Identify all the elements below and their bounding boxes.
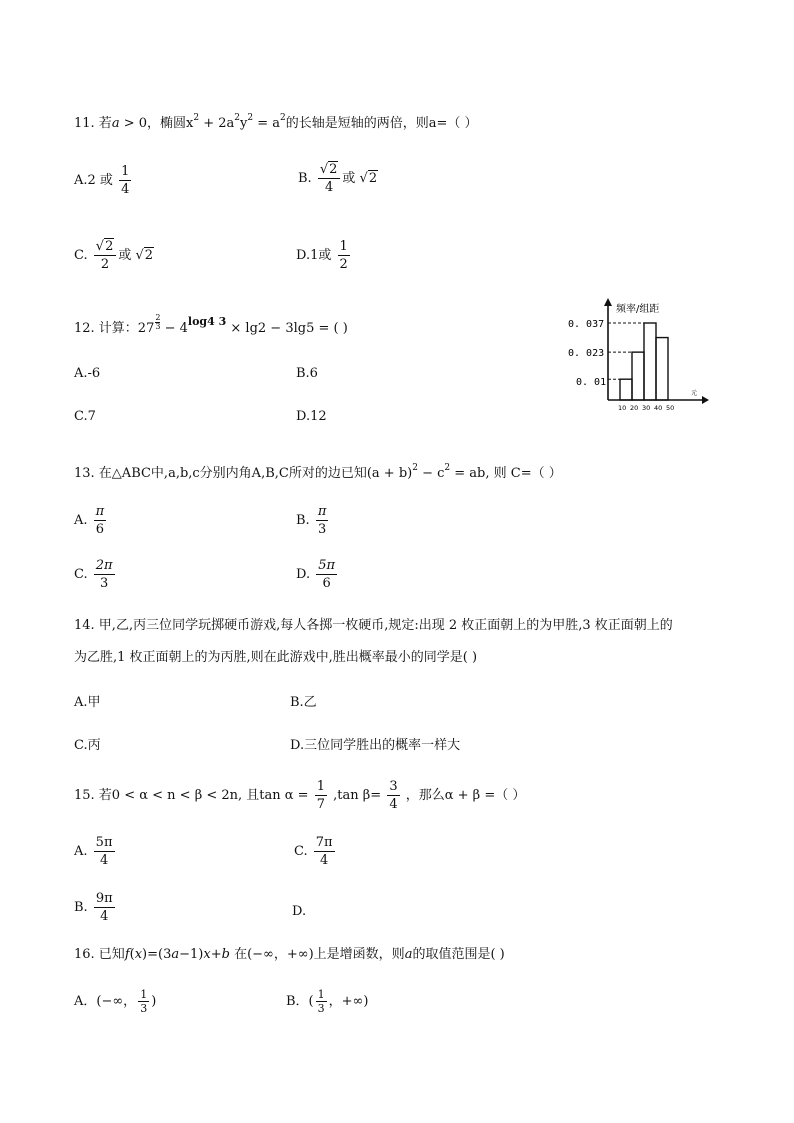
- q11-option-a: A.2 或 $\frac{1}{4}$: [74, 164, 130, 197]
- q15-stem: 15. 若0 < α < n < β < 2n, 且tan α = $\frac{1}{7}$ ,tan β= $\frac{3}{4}$ ，那么α + β =（ ）: [74, 779, 526, 812]
- q14-stem-line2: 为乙胜,1 枚正面朝上的为丙胜,则在此游戏中,胜出概率最小的同学是( ): [74, 650, 478, 665]
- q12-option-c: C.7: [74, 409, 96, 424]
- histogram-bar-1: [632, 352, 644, 400]
- histogram-ytick-0: 0. 037: [568, 319, 605, 330]
- q13-option-c: C. $\frac{2\pi}{3}$: [74, 558, 113, 591]
- frequency-histogram: [560, 296, 720, 420]
- q14-option-c: C.丙: [74, 738, 101, 753]
- histogram-ylabel: 频率/组距: [616, 304, 660, 315]
- histogram-bar-0: [620, 379, 632, 400]
- q14-option-b: B.乙: [290, 695, 317, 710]
- histogram-bar-3: [656, 338, 668, 400]
- q16-stem: 16. 已知f(x)=(3a−1)x+b 在(−∞，+∞)上是增函数，则a的取值范围是( ): [74, 947, 505, 962]
- q11-option-c: C. $\frac{√2}{2}$ 或 √2: [74, 239, 154, 272]
- histogram-xtick-0: 10: [618, 404, 627, 412]
- histogram-xtick-3: 40: [654, 404, 663, 412]
- histogram-xtick-1: 20: [630, 404, 639, 412]
- q16-option-a: A．(−∞， $\frac{1}{3}$ ): [74, 988, 157, 1015]
- q13-option-a: A. $\frac{\pi}{6}$: [74, 504, 105, 537]
- q15-option-c: C. $\frac{7\pi}{4}$: [294, 835, 333, 868]
- q14-option-a: A.甲: [74, 695, 101, 710]
- q15-option-a: A. $\frac{5\pi}{4}$: [74, 835, 113, 868]
- q13-stem: 13. 在△ABC中,a,b,c分别内角A,B,C所对的边已知$(a + b)^2 - c^2$ = ab, 则 C=（ ）: [74, 463, 562, 481]
- q11-option-d: D.1或 $\frac{1}{2}$: [296, 239, 348, 272]
- q14-stem-line1: 14. 甲,乙,丙三位同学玩掷硬币游戏,每人各掷一枚硬币,规定:出现 2 枚正面朝上的为甲胜,3 枚正面朝上的: [74, 618, 673, 633]
- q11-stem: 11. 若a > 0，椭圆$x^2 + 2a^2y^2 = a^2$的长轴是短轴的两倍，则a=（ ）: [74, 113, 478, 131]
- q12-stem: 12. 计算：27 $\frac{2}{3}$ − $4^{log4 3} \times \lg 2 - 3\lg 5$ = ( ): [74, 313, 348, 336]
- q15-option-b: B. $\frac{9\pi}{4}$: [74, 891, 113, 924]
- histogram-xtick-4: 50: [666, 404, 675, 412]
- q12-option-a: A.-6: [74, 366, 101, 381]
- histogram-xtick-2: 30: [642, 404, 651, 412]
- q12-option-b: B.6: [296, 366, 318, 381]
- q12-option-d: D.12: [296, 409, 327, 424]
- q16-option-b: B．( $\frac{1}{3}$ ，+∞): [286, 988, 369, 1015]
- histogram-ytick-1: 0. 023: [568, 348, 605, 359]
- q13-option-b: B. $\frac{\pi}{3}$: [296, 504, 327, 537]
- q15-option-d: D.: [292, 904, 307, 919]
- q11-option-b: B. $\frac{√2}{4}$ 或 √2: [298, 162, 378, 195]
- histogram-ytick-2: 0. 01: [576, 377, 607, 388]
- histogram-bar-2: [644, 323, 656, 400]
- histogram-y-arrow: [604, 298, 612, 306]
- q13-option-d: D. $\frac{5\pi}{6}$: [296, 558, 336, 591]
- histogram-xunit: 元: [691, 390, 698, 397]
- q14-option-d: D.三位同学胜出的概率一样大: [290, 738, 461, 753]
- histogram-x-arrow: [702, 396, 709, 404]
